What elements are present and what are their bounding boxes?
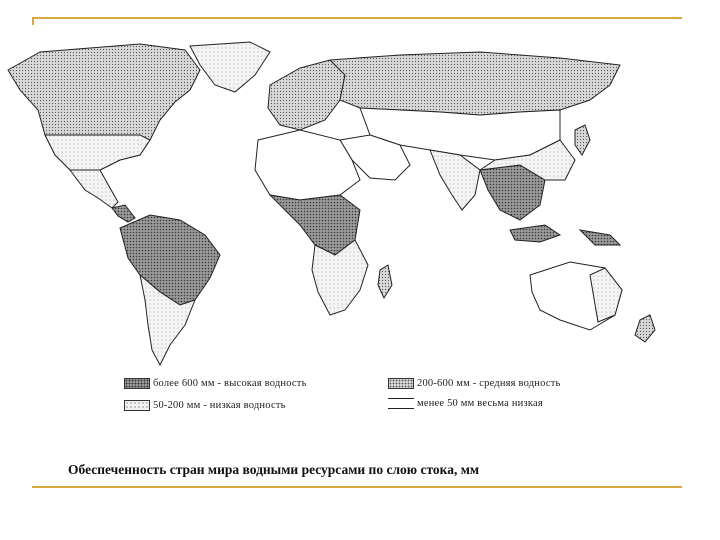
region-madagascar — [378, 265, 392, 298]
legend-item-low — [124, 398, 286, 412]
legend-label-verylow: менее 50 мм весьма низкая — [417, 397, 543, 409]
region-central-america — [112, 205, 135, 222]
legend-label-medium: 200-600 мм - средняя водность — [417, 377, 561, 389]
region-greenland — [190, 42, 270, 92]
legend-swatch-low — [124, 400, 150, 411]
region-south-asia — [430, 150, 480, 210]
world-map-svg — [0, 30, 720, 375]
legend-item-verylow — [388, 396, 543, 410]
legend-swatch-high — [124, 378, 150, 389]
map-caption: Обеспеченность стран мира водными ресурсами по слою стока, мм — [68, 462, 480, 477]
region-africa-south — [312, 240, 368, 315]
legend-label-high: более 600 мм - высокая водность — [153, 377, 307, 389]
map-legend — [120, 372, 620, 417]
bottom-rule — [32, 486, 682, 488]
world-map — [0, 30, 720, 375]
region-new-zealand — [635, 315, 655, 342]
top-rule-tick — [32, 17, 34, 25]
legend-item-high — [124, 376, 307, 390]
region-indonesia — [510, 225, 560, 242]
top-rule — [32, 17, 682, 19]
legend-label-low: 50-200 мм - низкая водность — [153, 399, 286, 411]
region-mexico — [70, 170, 118, 208]
legend-item-medium — [388, 376, 560, 390]
region-south-america-north — [120, 215, 220, 305]
legend-swatch-verylow — [388, 398, 414, 409]
legend-swatch-medium — [388, 378, 414, 389]
region-russia — [330, 52, 620, 115]
region-new-guinea — [580, 230, 620, 245]
region-europe — [268, 60, 345, 130]
region-japan — [575, 125, 590, 155]
